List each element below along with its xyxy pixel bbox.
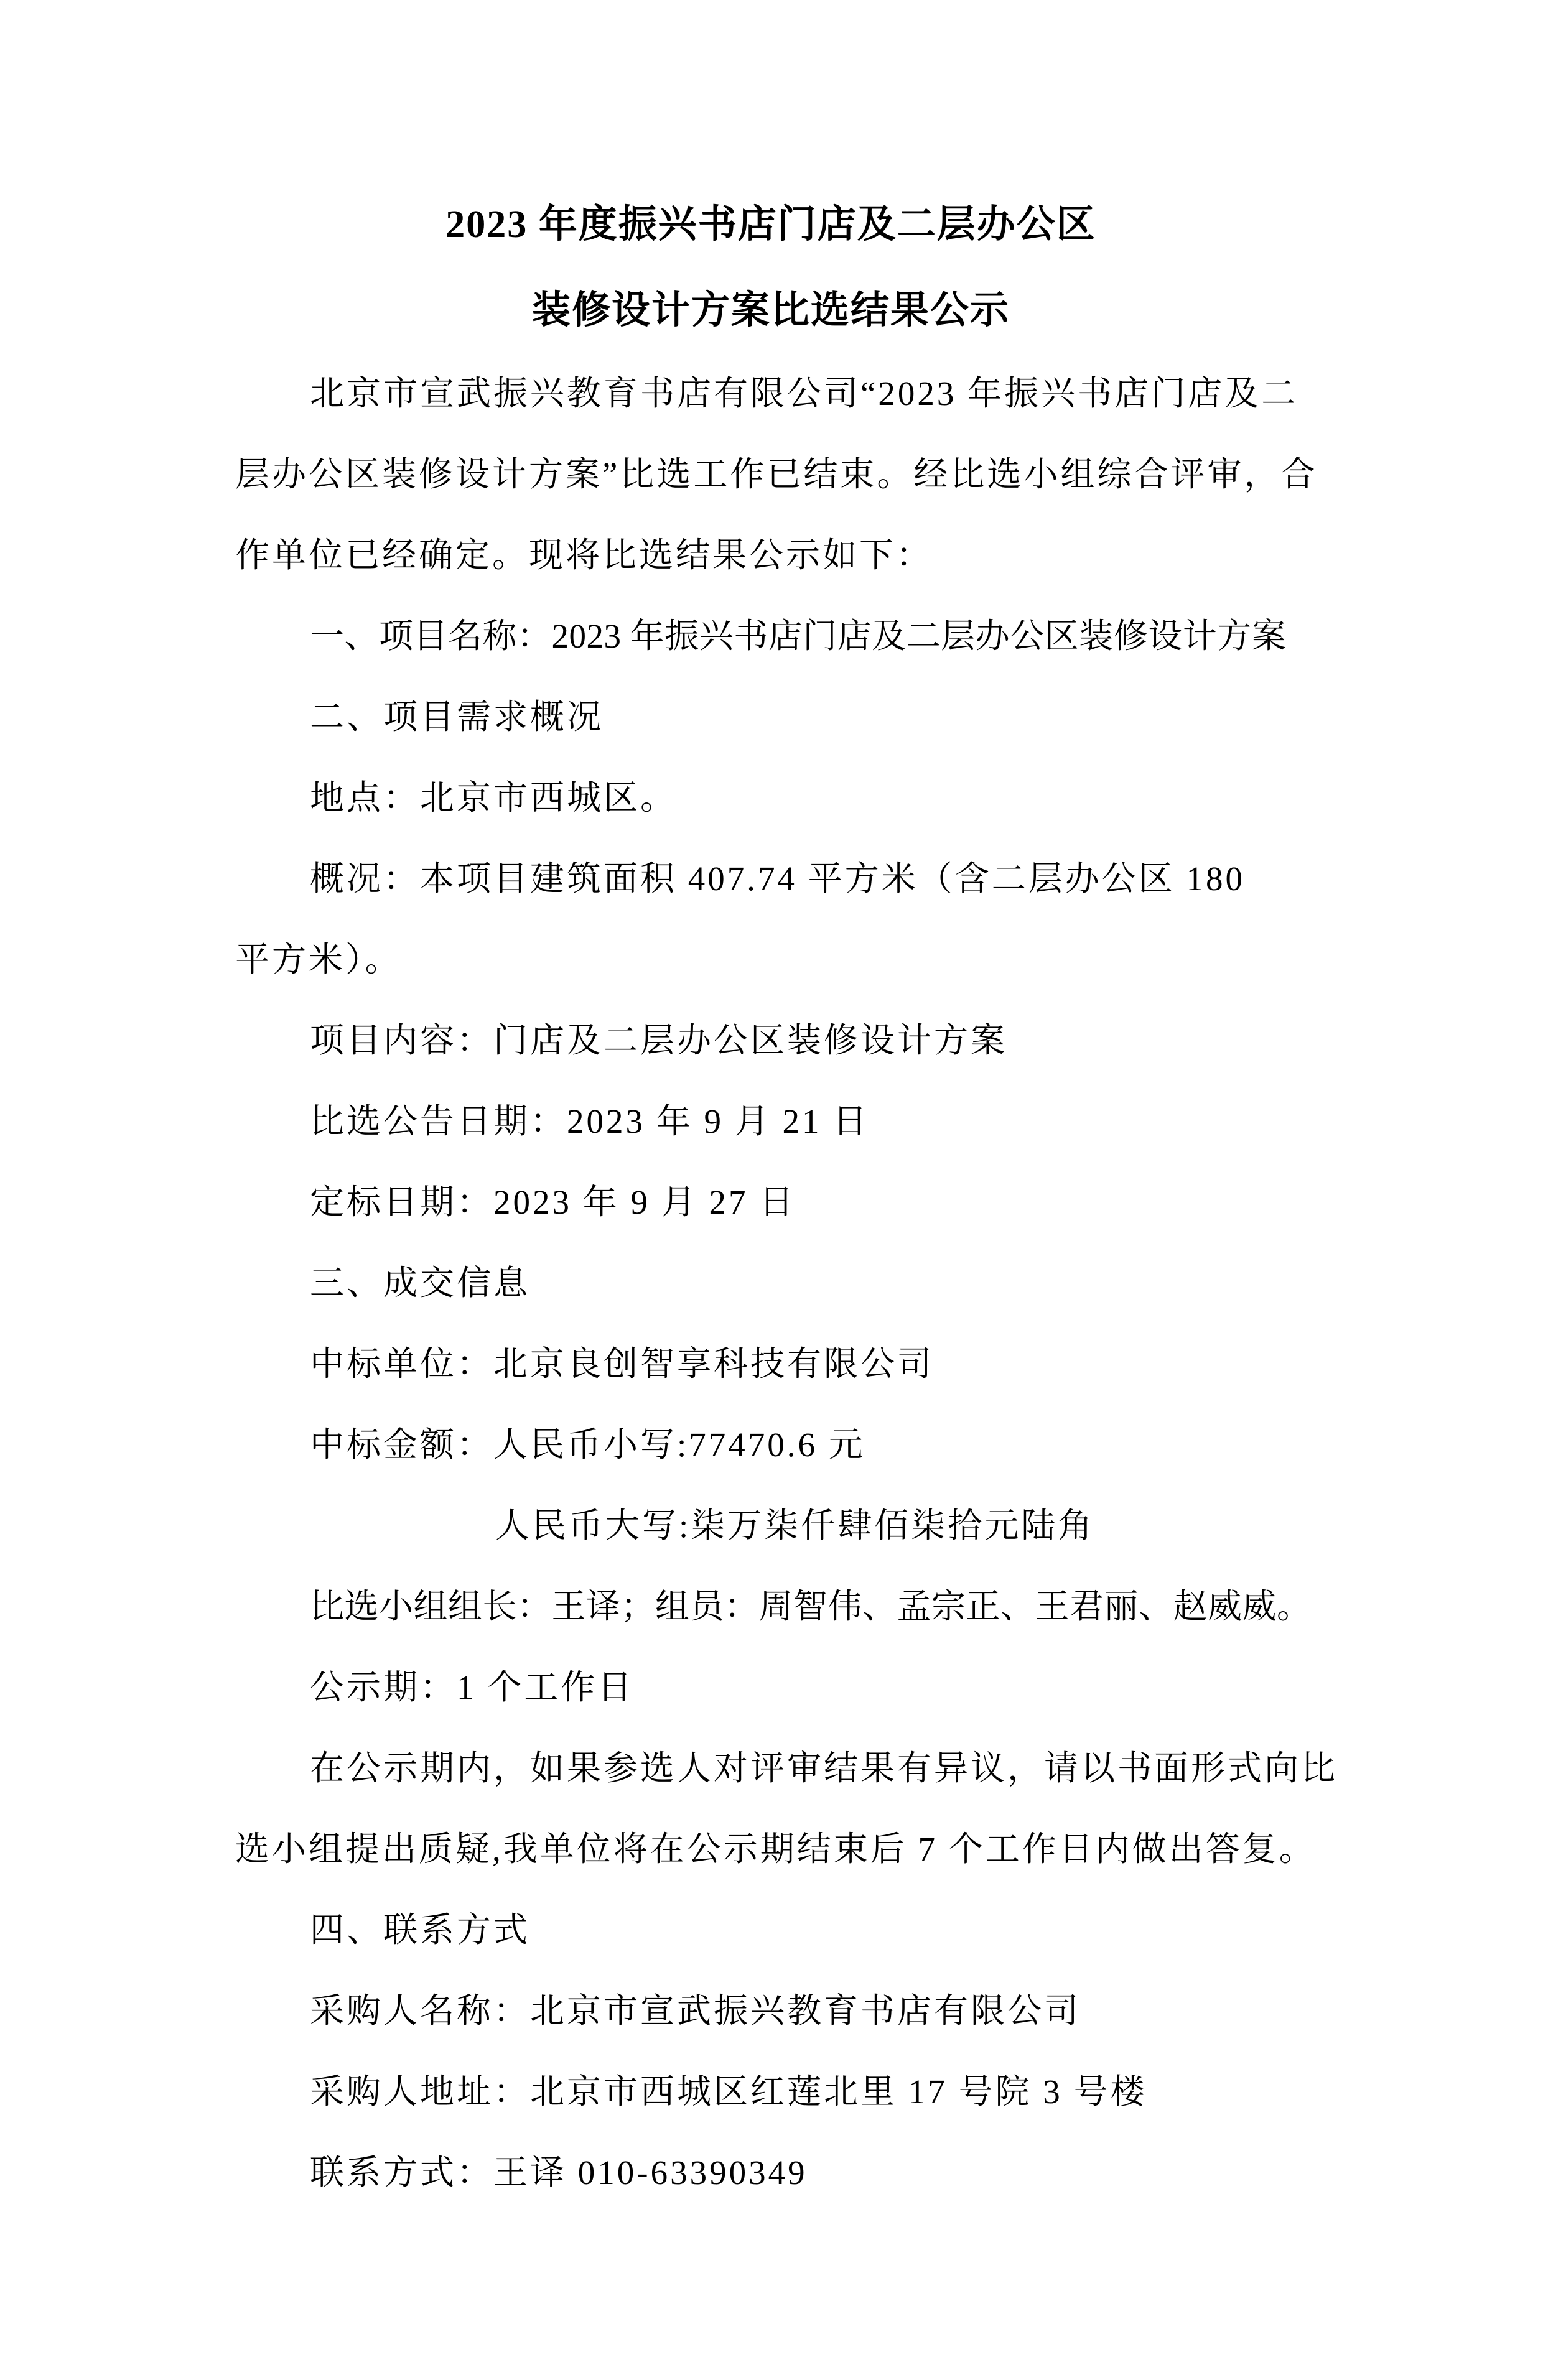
section-2-heading: 二、项目需求概况 [310, 698, 604, 736]
location-line: 地点：北京市西城区。 [310, 779, 678, 817]
contact-line: 联系方式：王译 010-63390349 [310, 2154, 808, 2192]
intro-paragraph-line-1: 北京市宣武振兴教育书店有限公司“2023 年振兴书店门店及二 [310, 374, 1298, 412]
selection-team-line: 比选小组组长：王译；组员：周智伟、孟宗正、王君丽、赵威威。 [310, 1587, 1312, 1625]
project-content-line: 项目内容：门店及二层办公区装修设计方案 [310, 1021, 1008, 1059]
overview-line-1: 概况：本项目建筑面积 407.74 平方米（含二层办公区 180 [310, 860, 1246, 898]
bid-amount-numeric-line: 中标金额：人民币小写:77470.6 元 [310, 1426, 865, 1464]
objection-paragraph-line-2: 选小组提出质疑,我单位将在公示期结束后 7 个工作日内做出答复。 [235, 1830, 1316, 1868]
page-title-line-1: 2023 年度振兴书店门店及二层办公区 [445, 203, 1096, 246]
section-4-heading: 四、联系方式 [310, 1911, 531, 1949]
winning-bidder-line: 中标单位：北京良创智享科技有限公司 [310, 1345, 935, 1383]
intro-paragraph-line-3: 作单位已经确定。现将比选结果公示如下： [235, 536, 933, 574]
purchaser-name-line: 采购人名称：北京市宣武振兴教育书店有限公司 [310, 1992, 1081, 2030]
overview-line-2: 平方米）。 [235, 941, 402, 978]
announcement-date-line: 比选公告日期：2023 年 9 月 21 日 [310, 1102, 870, 1140]
publicity-period-line: 公示期：1 个工作日 [310, 1668, 635, 1706]
announcement-document [235, 182, 1338, 2213]
section-1-project-name: 一、项目名称：2023 年振兴书店门店及二层办公区装修设计方案 [310, 617, 1287, 655]
award-date-line: 定标日期：2023 年 9 月 27 日 [310, 1183, 796, 1221]
section-3-heading: 三、成交信息 [310, 1264, 531, 1302]
purchaser-address-line: 采购人地址：北京市西城区红莲北里 17 号院 3 号楼 [310, 2073, 1147, 2111]
bid-amount-capital-line: 人民币大写:柒万柒仟肆佰柒拾元陆角 [495, 1507, 1095, 1545]
intro-paragraph-line-2: 层办公区装修设计方案”比选工作已结束。经比选小组综合评审，合 [235, 455, 1318, 493]
page-title-line-2: 装修设计方案比选结果公示 [531, 289, 1010, 332]
objection-paragraph-line-1: 在公示期内，如果参选人对评审结果有异议，请以书面形式向比 [310, 1749, 1338, 1787]
